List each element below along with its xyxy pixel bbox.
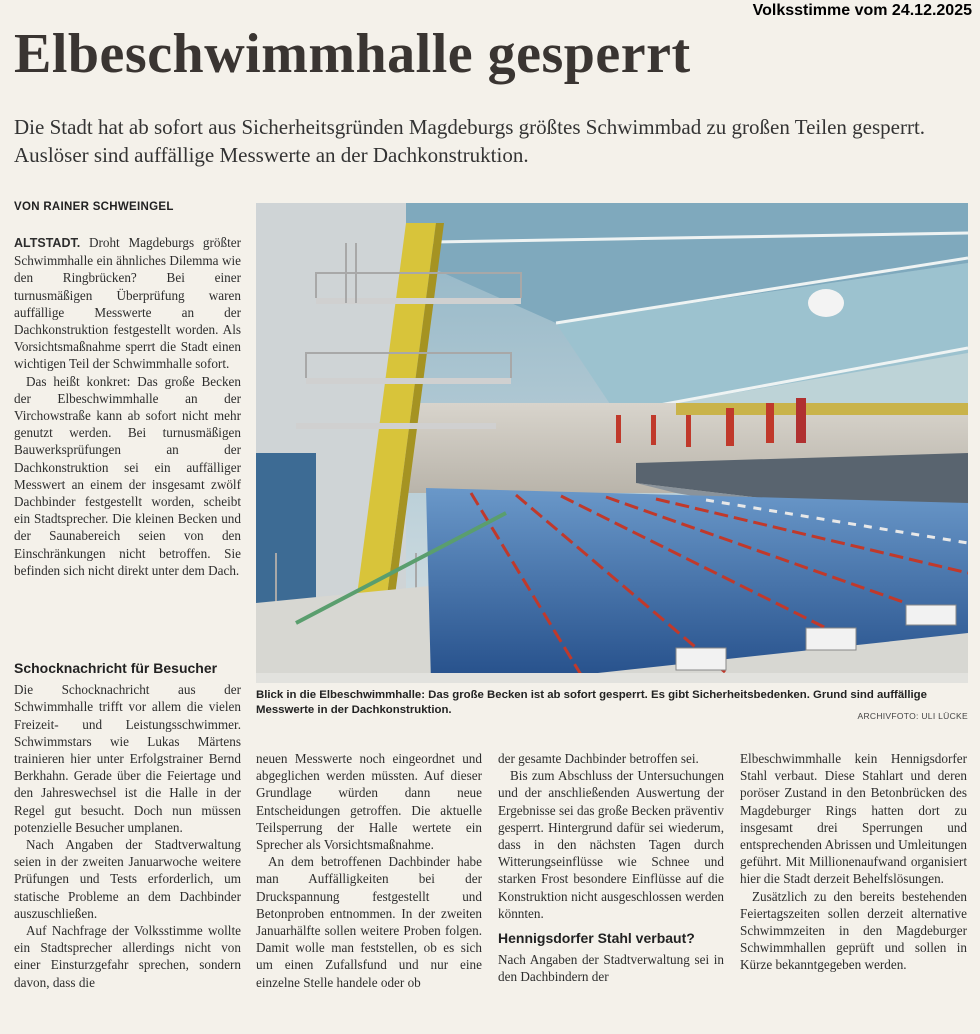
paragraph: Nach Angaben der Stadtverwaltung sei in den Dachbindern der	[498, 952, 724, 985]
headline: Elbeschwimmhalle gesperrt	[14, 23, 691, 85]
article-column-2	[256, 750, 482, 991]
paragraph: Nach Angaben der Stadtverwaltung seien in der zweiten Januarwoche weitere Prüfungen und Tests erforderlich, um statische Probleme an dem Dachbinder auszuschließen.	[14, 837, 241, 921]
article-column-1-continued	[14, 652, 241, 991]
paragraph: neuen Messwerte noch eingeordnet und abgeglichen werden müssten. Auf dieser Grundlage würden dann neue Entscheidungen getroffen. Die aktuelle Teilsperrung der Halle wertete ein Sprecher als Vorsichtsmaßnahme.	[256, 751, 482, 853]
paragraph: Das heißt konkret: Das große Becken der Elbeschwimmhalle an der Virchowstraße kann ab sofort nicht mehr genutzt werden. Bei turnusmäßigen Bauwerksprüfungen an der Dachkonstruktion sei ein auffälliger Messwert an einem der insgesamt zwölf Dachbinder festgestellt worden, scheibt ein Stadtsprecher. Die kleinen Becken und der Saunabereich seien von den Einschränkungen nicht betroffen. Sie befinden sich nicht direkt unter dem Dach.	[14, 373, 241, 578]
dateline: ALTSTADT.	[14, 236, 81, 250]
article-column-3	[498, 750, 724, 986]
subheading: Schocknachricht für Besucher	[14, 660, 218, 676]
paragraph: Auf Nachfrage der Volksstimme wollte ein Stadtsprecher allerdings nicht von einer Einsturzgefahr sprechen, sondern davon, dass die	[14, 923, 241, 990]
article-column-4	[740, 750, 967, 974]
paragraph: Bis zum Abschluss der Untersuchungen und der anschließenden Auswertung der Ergebnisse sei das große Becken präventiv gesperrt. Hintergrund dafür sei wiederum, dass in den nächsten Tagen durch Witterungseinflüsse wie Schnee und starken Frost besondere Einflüsse auf die Konstruktion nicht ausgeschlossen werden könnten.	[498, 768, 724, 921]
paragraph: An dem betroffenen Dachbinder habe man Auffälligkeiten bei der Druckspannung festgestellt und Betonproben entnommen. In der zweiten Januarhälfte sollen weitere Proben folgen. Damit wolle man feststellen, ob es sich um einen Zufallsfund und nur eine einzelne Stelle handele oder ob	[256, 854, 482, 990]
paragraph-text: Droht Magdeburgs größter Schwimmhalle ein ähnliches Dilemma wie den Ringbrücken? Bei einer turnusmäßigen Überprüfung waren auffällige Messwerte an der Dachkonstruktion festgestellt worden. Als Vorsichtsmaßnahme sperrt die Stadt einen wichtigen Teil der Schwimmhalle sofort.	[14, 235, 241, 372]
paragraph: der gesamte Dachbinder betroffen sei.	[498, 751, 699, 766]
subheading: Hennigsdorfer Stahl verbaut?	[498, 930, 695, 947]
deck: Die Stadt hat ab sofort aus Sicherheitsgründen Magdeburgs größtes Schwimmbad zu großen Teilen gesperrt. Auslöser sind auffällige Messwerte an der Dachkonstruktion.	[14, 115, 926, 167]
photo-credit: ARCHIVFOTO: ULI LÜCKE	[857, 711, 968, 721]
paragraph: Zusätzlich zu den bereits bestehenden Feiertagszeiten sollen derzeit alternative Schwimmzeiten in den Magdeburger Schwimmhallen geprüft und sollen in Kürze bekanntgegeben werden.	[740, 888, 967, 973]
pool-photo	[256, 203, 968, 683]
paragraph	[14, 234, 241, 373]
byline: VON RAINER SCHWEINGEL	[14, 201, 174, 213]
article-column-1	[14, 234, 241, 579]
paragraph: Die Schocknachricht aus der Schwimmhalle trifft vor allem die vielen Freizeit- und Leistungsschwimmer. Schwimmstars wie Lukas Märtens trainieren hier unter Erfolgstrainer Bernd Berkhahn. Gerade über die Feiertage und den Jahreswechsel ist die Halle in der Regel gut besucht. Doch nun müssen potenzielle Besucher umplanen.	[14, 682, 241, 835]
newspaper-source: Volksstimme vom 24.12.2025	[752, 2, 972, 19]
paragraph: Elbeschwimmhalle kein Hennigsdorfer Stahl verbaut. Diese Stahlart und deren poröser Zustand in den Betonbrücken des Magdeburger Rings hatten dort zu insgesamt drei Sperrungen und entsprechenden Abrissen und Umleitungen geführt. Mit Millionenaufwand organisiert hier die Stadt derzeit Behelfslösungen.	[740, 751, 967, 887]
photo-caption: Blick in die Elbeschwimmhalle: Das große Becken ist ab sofort gesperrt. Es gibt Sicherheitsbedenken. Grund sind auffällige Messwerte in der Dachkonstruktion.	[256, 689, 927, 716]
